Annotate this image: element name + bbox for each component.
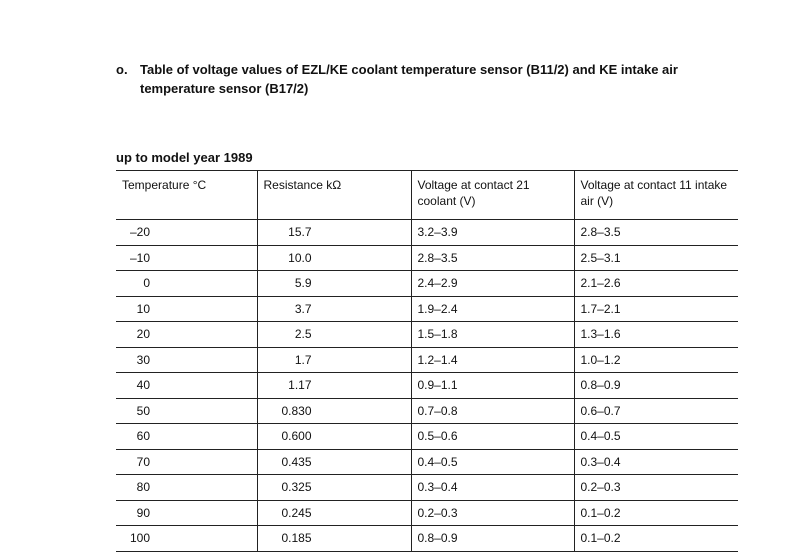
cell-resistance: 0.435: [257, 449, 411, 475]
cell-temperature: 50: [116, 398, 257, 424]
list-marker: o.: [116, 62, 128, 77]
cell-temperature: 80: [116, 475, 257, 501]
section-heading: [116, 60, 756, 98]
cell-voltage-intake: 0.6–0.7: [574, 398, 738, 424]
cell-resistance: 0.185: [257, 526, 411, 552]
cell-resistance: 5.9: [257, 271, 411, 297]
table-row: [116, 271, 738, 297]
header-voltage-intake: Voltage at contact 11 intake air (V): [574, 171, 738, 220]
cell-voltage-coolant: 1.5–1.8: [411, 322, 574, 348]
cell-resistance: 10.0: [257, 245, 411, 271]
table-row: [116, 347, 738, 373]
cell-resistance: 3.7: [257, 296, 411, 322]
cell-temperature: 10: [116, 296, 257, 322]
cell-voltage-coolant: 0.3–0.4: [411, 475, 574, 501]
cell-voltage-coolant: 2.4–2.9: [411, 271, 574, 297]
cell-resistance: 2.5: [257, 322, 411, 348]
cell-resistance: 1.7: [257, 347, 411, 373]
header-voltage-coolant: Voltage at contact 21 coolant (V): [411, 171, 574, 220]
cell-temperature: 70: [116, 449, 257, 475]
header-temperature: Temperature °C: [116, 171, 257, 220]
table-row: [116, 398, 738, 424]
cell-voltage-coolant: 0.4–0.5: [411, 449, 574, 475]
table-header-row: [116, 171, 738, 220]
table-body: [116, 220, 738, 552]
cell-voltage-intake: 2.8–3.5: [574, 220, 738, 246]
cell-resistance: 0.245: [257, 500, 411, 526]
cell-resistance: 0.600: [257, 424, 411, 450]
table-row: [116, 500, 738, 526]
table-row: [116, 296, 738, 322]
cell-temperature: –20: [116, 220, 257, 246]
header-resistance: Resistance kΩ: [257, 171, 411, 220]
cell-voltage-coolant: 1.2–1.4: [411, 347, 574, 373]
cell-voltage-coolant: 0.8–0.9: [411, 526, 574, 552]
cell-resistance: 0.325: [257, 475, 411, 501]
cell-voltage-coolant: 0.9–1.1: [411, 373, 574, 399]
cell-voltage-intake: 2.5–3.1: [574, 245, 738, 271]
cell-voltage-coolant: 1.9–2.4: [411, 296, 574, 322]
voltage-table: [116, 170, 738, 552]
table-row: [116, 220, 738, 246]
cell-voltage-coolant: 0.7–0.8: [411, 398, 574, 424]
cell-voltage-intake: 1.0–1.2: [574, 347, 738, 373]
cell-voltage-intake: 0.1–0.2: [574, 500, 738, 526]
cell-voltage-intake: 0.1–0.2: [574, 526, 738, 552]
cell-voltage-intake: 1.7–2.1: [574, 296, 738, 322]
table-row: [116, 475, 738, 501]
cell-resistance: 15.7: [257, 220, 411, 246]
table-row: [116, 322, 738, 348]
cell-temperature: 100: [116, 526, 257, 552]
cell-voltage-intake: 0.3–0.4: [574, 449, 738, 475]
cell-voltage-intake: 0.2–0.3: [574, 475, 738, 501]
table-row: [116, 245, 738, 271]
cell-resistance: 1.17: [257, 373, 411, 399]
cell-voltage-intake: 0.4–0.5: [574, 424, 738, 450]
cell-temperature: –10: [116, 245, 257, 271]
section-title: Table of voltage values of EZL/KE coolant temperature sensor (B11/2) and KE intake air temperature sensor (B17/2): [140, 62, 678, 96]
cell-temperature: 40: [116, 373, 257, 399]
cell-voltage-coolant: 2.8–3.5: [411, 245, 574, 271]
table-subtitle: up to model year 1989: [116, 150, 253, 165]
cell-voltage-intake: 1.3–1.6: [574, 322, 738, 348]
table-row: [116, 526, 738, 552]
cell-voltage-intake: 0.8–0.9: [574, 373, 738, 399]
cell-temperature: 90: [116, 500, 257, 526]
cell-voltage-intake: 2.1–2.6: [574, 271, 738, 297]
cell-resistance: 0.830: [257, 398, 411, 424]
cell-temperature: 0: [116, 271, 257, 297]
cell-temperature: 30: [116, 347, 257, 373]
cell-voltage-coolant: 0.2–0.3: [411, 500, 574, 526]
table-row: [116, 424, 738, 450]
cell-temperature: 20: [116, 322, 257, 348]
cell-voltage-coolant: 0.5–0.6: [411, 424, 574, 450]
table-row: [116, 373, 738, 399]
cell-temperature: 60: [116, 424, 257, 450]
cell-voltage-coolant: 3.2–3.9: [411, 220, 574, 246]
table-row: [116, 449, 738, 475]
